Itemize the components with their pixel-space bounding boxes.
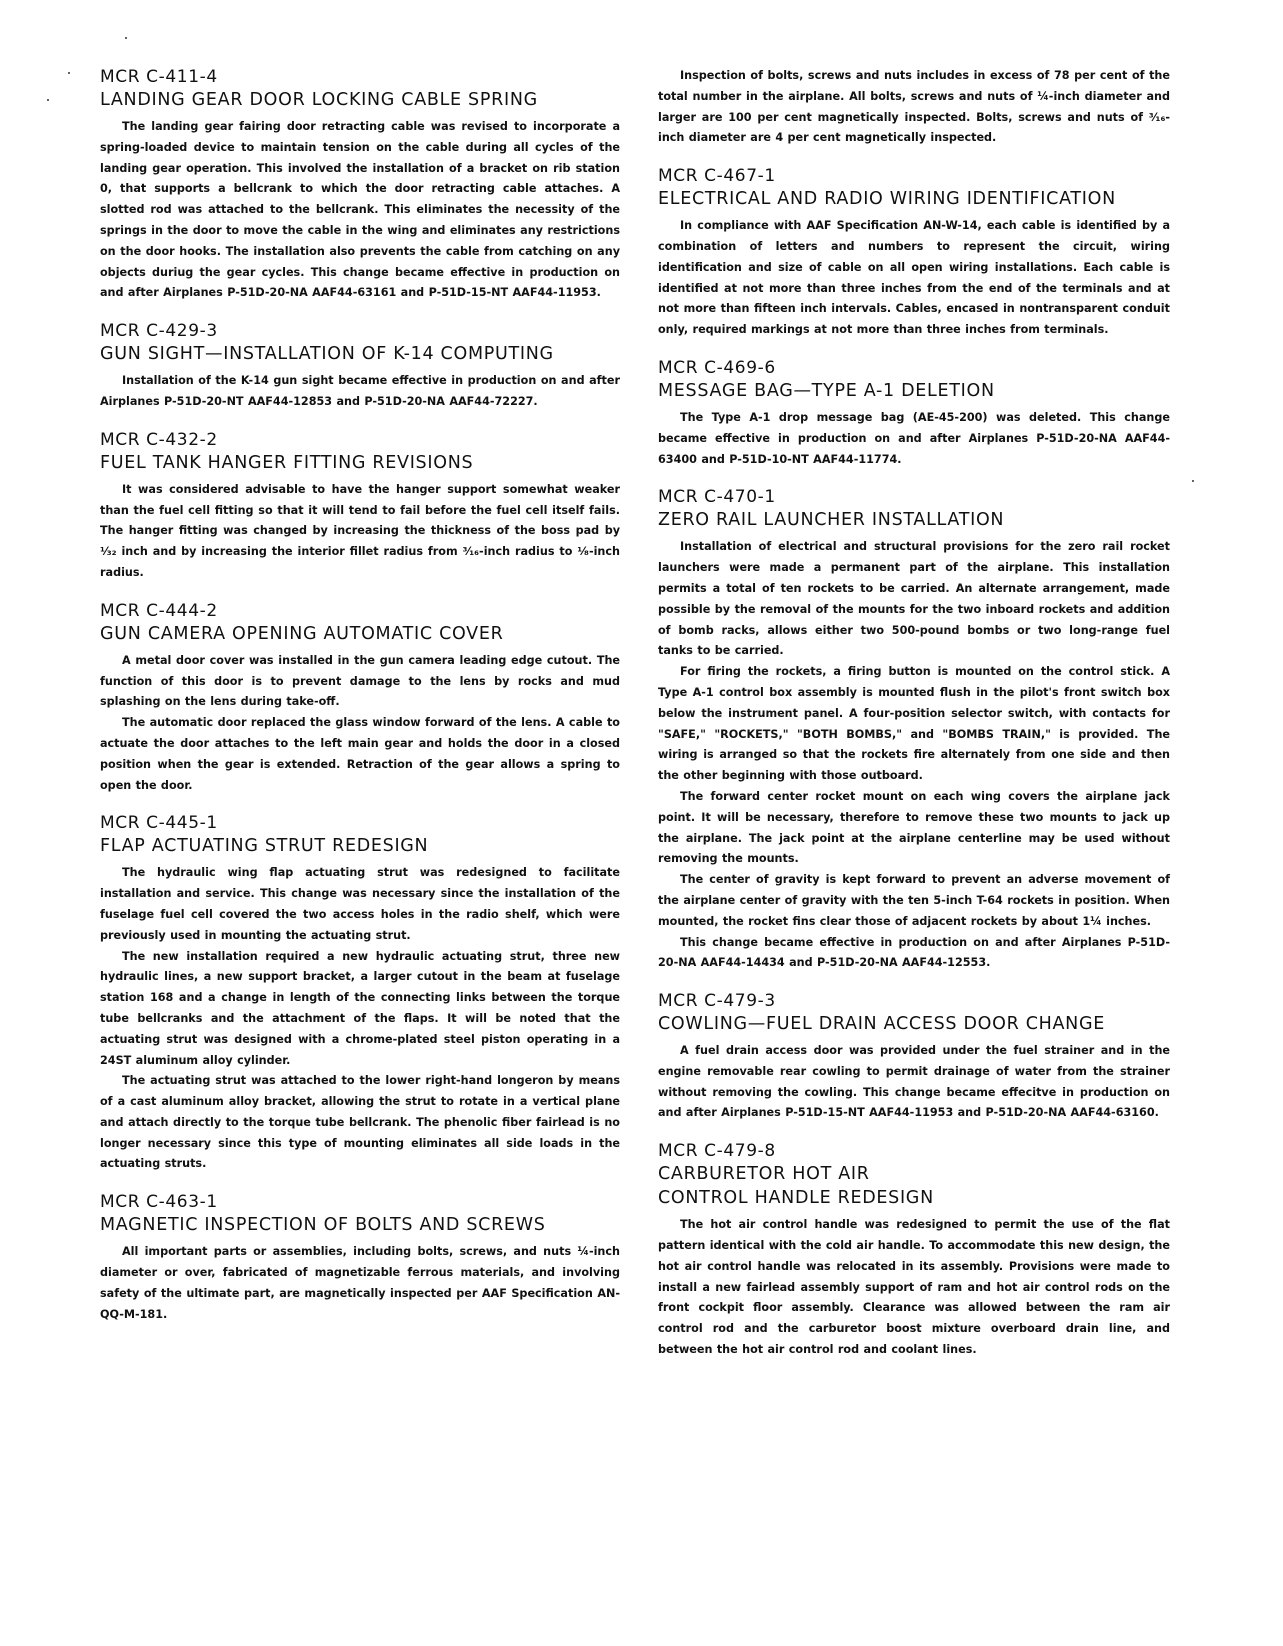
section-code: MCR C-432-2 [100,429,218,450]
section-title: GUN SIGHT—INSTALLATION OF K-14 COMPUTING [100,344,554,365]
scan-speck [47,99,49,101]
section-paragraph: It was considered advisable to have the hanger support somewhat weaker than the fuel cell fitting so that it will tend to fail before the fuel cell itself fails. The hanger fitting was changed by increasing the thickness of the boss pad by ¹⁄₃₂ inch and by increasing the interior fillet radius from ³⁄₁₆-inch radius to ¹⁄₈-inch radius. [100,482,620,579]
scan-speck [125,37,127,39]
section-paragraph: For firing the rockets, a firing button is mounted on the control stick. A Type A-1 control box assembly is mounted flush in the pilot's front switch box below the instrument panel. A four-position selector switch, with contacts for "SAFE," "ROCKETS," "BOTH BOMBS," and "BOMBS TRAIN," is provided. The wiring is arranged so that the rockets fire alternately from one side and then the other beginning with those outboard. [658,665,1170,783]
section-mcr-c-445-1 [100,812,620,1175]
section-paragraph: The forward center rocket mount on each wing covers the airplane jack point. It will be necessary, therefore to remove these two mounts to jack up the airplane. The jack point at the airplane centerline may be used without removing the mounts. [658,789,1170,866]
section-code: MCR C-467-1 [658,166,776,187]
section-code: MCR C-479-3 [658,991,776,1012]
section-title: LANDING GEAR DOOR LOCKING CABLE SPRING [100,90,538,110]
section-mcr-c-470-1 [658,486,1170,974]
section-mcr-c-411-4 [100,66,620,304]
section-paragraph: The hot air control handle was redesigned to permit the use of the flat pattern identical with the cold air handle. To accommodate this new design, the hot air control handle was relocated in its assembly. Provisions were made to install a new fairlead assembly support of ram and hot air control rods on the front cockpit floor assembly. Clearance was allowed between the ram air control rod and the carburetor boost mixture overboard drain line, and between the hot air control rod and coolant lines. [658,1218,1170,1357]
section-paragraph: The landing gear fairing door retracting cable was revised to incorporate a spring-loaded device to maintain tension on the cable during all cycles of the landing gear operation. This involved the installation of a bracket on rib station 0, that supports a bellcrank to which the door retracting cable attaches. A slotted rod was attached to the bellcrank. This eliminates the necessity of the springs in the door to move the cable in the wing and eliminates any restrictions on the door hooks. The installation also prevents the cable from catching on any objects duriug the gear cycles. This change became effective in production on and after Airplanes P-51D-20-NA AAF44-63161 and P-51D-15-NT AAF44-11953. [100,120,620,300]
section-mcr-c-467-1 [658,165,1170,341]
section-paragraph: Installation of the K-14 gun sight became effective in production on and after Airplanes P-51D-20-NT AAF44-12853 and P-51D-20-NA AAF44-72227. [100,374,620,408]
section-code: MCR C-470-1 [658,487,776,508]
section-paragraph: Installation of electrical and structural provisions for the zero rail rocket launchers were made a permanent part of the airplane. This installation permits a total of ten rockets to be carried. An alternate arrangement, made possible by the removal of the mounts for the two inboard rockets and addition of bomb racks, allows either two 500-pound bombs or two long-range fuel tanks to be carried. [658,540,1170,658]
left-column [100,66,620,1341]
section-title: FLAP ACTUATING STRUT REDESIGN [100,836,429,857]
scan-speck [1192,480,1194,482]
section-title: MAGNETIC INSPECTION OF BOLTS AND SCREWS [100,1215,546,1236]
section-mcr-c-429-3 [100,320,620,413]
section-title: COWLING—FUEL DRAIN ACCESS DOOR CHANGE [658,1014,1105,1035]
section-paragraph: All important parts or assemblies, including bolts, screws, and nuts ¼-inch diameter or over, fabricated of magnetizable ferrous materials, and involving safety of the ultimate part, are magnetically inspected per AAF Specification AN-QQ-M-181. [100,1245,620,1321]
section-mcr-c-444-2 [100,600,620,797]
section-paragraph: The automatic door replaced the glass window forward of the lens. A cable to actuate the door attaches to the left main gear and holds the door in a closed position when the gear is extended. Retraction of the gear allows a spring to open the door. [100,716,620,792]
section-paragraph: A metal door cover was installed in the gun camera leading edge cutout. The function of this door is to prevent damage to the lens by rocks and mud splashing on the lens during take-off. [100,653,620,709]
section-paragraph: The new installation required a new hydraulic actuating strut, three new hydraulic lines, a new support bracket, a larger cutout in the beam at fuselage station 168 and a change in length of the connecting links between the torque tube bellcranks and the attachment of the flaps. It will be noted that the actuating strut was designed with a chrome-plated steel piston operating in a 24ST aluminum alloy cylinder. [100,949,620,1067]
section-title: MESSAGE BAG—TYPE A-1 DELETION [658,380,995,401]
section-title-line: CONTROL HANDLE REDESIGN [658,1188,934,1209]
continued-paragraph: Inspection of bolts, screws and nuts includes in excess of 78 per cent of the total number in the airplane. All bolts, screws and nuts of ¼-inch diameter and larger are 100 per cent magnetically inspected. Bolts, screws and nuts of ³⁄₁₆-inch diameter are 4 per cent magnetically inspected. [658,69,1170,145]
section-code: MCR C-469-6 [658,357,776,378]
section-paragraph: The center of gravity is kept forward to prevent an adverse movement of the airplane center of gravity with the ten 5-inch T-64 rockets in position. When mounted, the rocket fins clear those of adjacent rockets by about 1¼ inches. [658,873,1170,928]
section-title: FUEL TANK HANGER FITTING REVISIONS [100,452,474,473]
section-mcr-c-479-3 [658,990,1170,1124]
scan-speck [68,72,70,74]
section-mcr-c-432-2 [100,429,620,584]
section-title: GUN CAMERA OPENING AUTOMATIC COVER [100,623,504,644]
right-column [658,66,1170,1377]
section-code: MCR C-411-4 [100,67,218,87]
section-mcr-c-479-8 [658,1140,1170,1361]
section-title-line: CARBURETOR HOT AIR [658,1164,870,1185]
section-mcr-c-469-6 [658,357,1170,470]
section-paragraph: The Type A-1 drop message bag (AE-45-200) was deleted. This change became effective in production on and after Airplanes P-51D-20-NA AAF44-63400 and P-51D-10-NT AAF44-11774. [658,410,1170,466]
section-paragraph: The hydraulic wing flap actuating strut was redesigned to facilitate installation and service. This change was necessary since the installation of the fuselage fuel cell covered the two access holes in the radio shelf, which were previously used in mounting the actuating strut. [100,866,620,942]
section-code: MCR C-445-1 [100,813,218,834]
section-paragraph: This change became effective in production on and after Airplanes P-51D-20-NA AAF44-14434 and P-51D-20-NA AAF44-12553. [658,935,1170,970]
section-code: MCR C-444-2 [100,600,218,621]
section-code: MCR C-479-8 [658,1141,776,1162]
section-code: MCR C-429-3 [100,321,218,342]
section-title: ELECTRICAL AND RADIO WIRING IDENTIFICATION [658,189,1116,210]
section-code: MCR C-463-1 [100,1192,218,1213]
section-paragraph: In compliance with AAF Specification AN-W-14, each cable is identified by a combination of letters and numbers to represent the circuit, wiring identification and size of cable on all open wiring installations. Each cable is identified at not more than three inches from the end of the terminals and at not more than fifteen inch intervals. Cables, encased in nontransparent conduit only, required markings at not more than three inches from terminals. [658,219,1170,337]
section-paragraph: A fuel drain access door was provided under the fuel strainer and in the engine removable rear cowling to permit drainage of water from the strainer without removing the cowling. This change became effecitve in production on and after Airplanes P-51D-15-NT AAF44-11953 and P-51D-20-NA AAF44-63160. [658,1044,1170,1120]
section-continuation [658,66,1170,149]
section-paragraph: The actuating strut was attached to the lower right-hand longeron by means of a cast aluminum alloy bracket, allowing the strut to rotate in a vertical plane and attach directly to the torque tube bellcrank. The phenolic fiber fairlead is no longer necessary since this type of mounting eliminates all side loads in the actuating struts. [100,1074,620,1171]
section-mcr-c-463-1 [100,1191,620,1325]
section-title: ZERO RAIL LAUNCHER INSTALLATION [658,510,1005,531]
